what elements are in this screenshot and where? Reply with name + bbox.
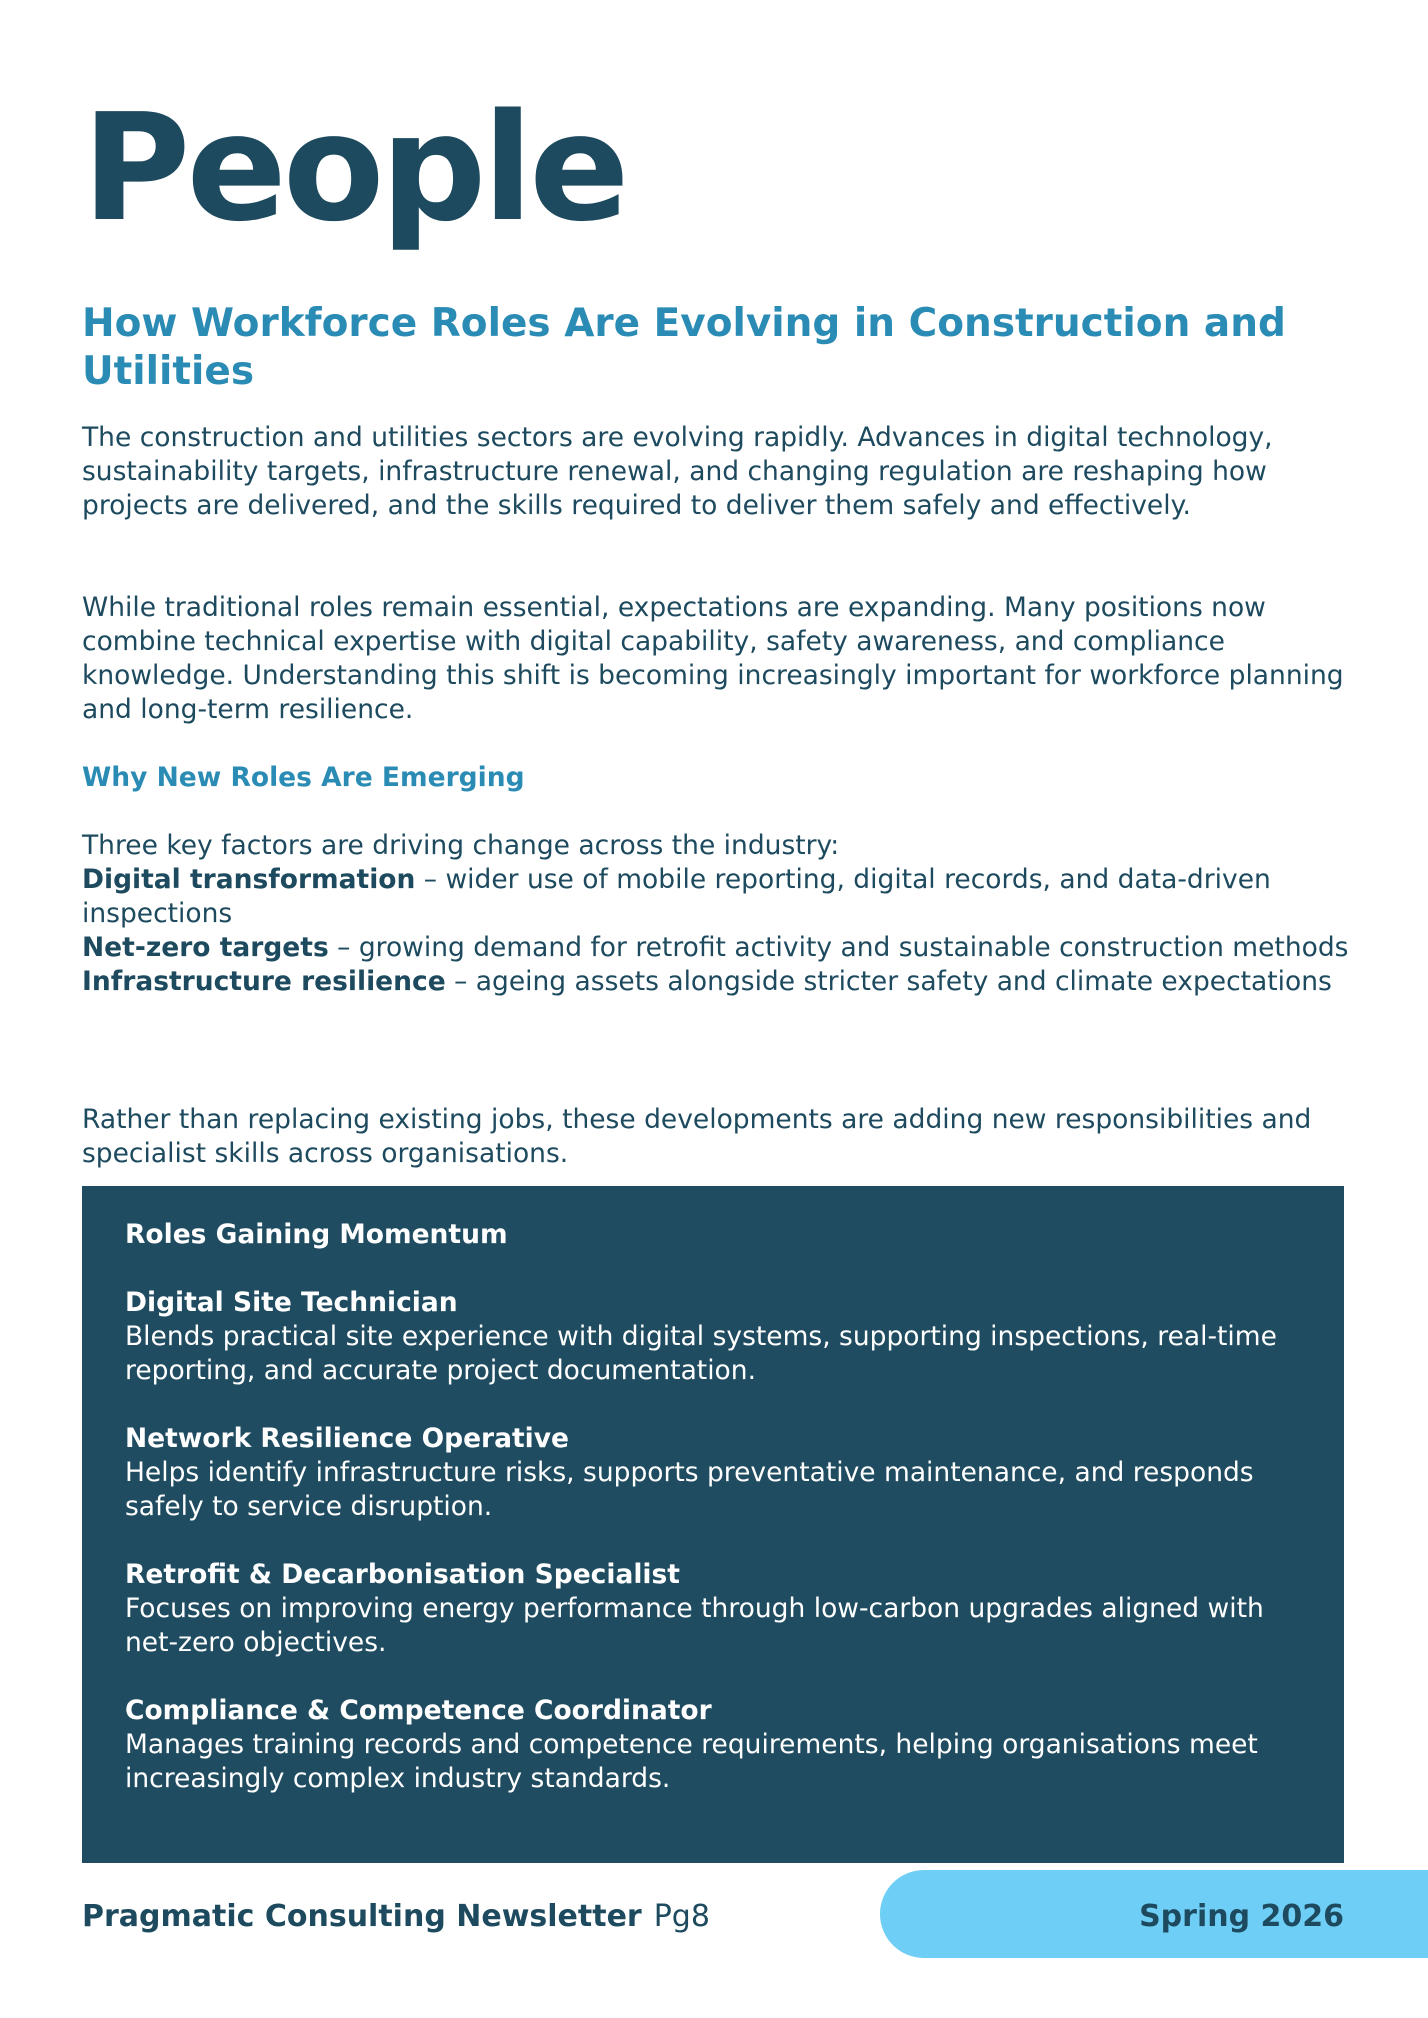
driver-text: – ageing assets alongside stricter safety and climate expectations <box>445 966 1332 997</box>
driver-item <box>82 863 1362 931</box>
driver-item <box>82 965 1362 999</box>
intro-paragraph: The construction and utilities sectors are evolving rapidly. Advances in digital technology, sustainability targets, infrastructure renewal, and changing regulation are reshaping how projects are delivered, and the skills required to deliver them safely and effectively. <box>82 422 1273 521</box>
roles-panel <box>82 1186 1344 1863</box>
driver-text: – growing demand for retrofit activity and sustainable construction methods <box>328 932 1349 963</box>
role-description: Manages training records and competence requirements, helping organisations meet increasingly complex industry standards. <box>125 1729 1258 1794</box>
role-entry <box>125 1286 1305 1388</box>
footer-publication <box>82 1897 710 1937</box>
closing-paragraph: Rather than replacing existing jobs, these developments are adding new responsibilities and specialist skills across organisations. <box>82 1104 1312 1169</box>
driver-term: Net-zero targets <box>82 932 329 963</box>
section-heading: Why New Roles Are Emerging <box>82 762 525 793</box>
role-entry <box>125 1422 1305 1524</box>
driver-term: Digital transformation <box>82 864 416 895</box>
role-title: Digital Site Technician <box>125 1287 458 1318</box>
role-title: Compliance & Competence Coordinator <box>125 1695 712 1726</box>
role-entry <box>125 1694 1305 1796</box>
article-subtitle: How Workforce Roles Are Evolving in Construction and Utilities <box>82 301 1286 394</box>
role-description: Focuses on improving energy performance through low-carbon upgrades aligned with net-zero objectives. <box>125 1593 1264 1658</box>
role-title: Retrofit & Decarbonisation Specialist <box>125 1559 680 1590</box>
drivers-list <box>82 829 1362 999</box>
driver-item <box>82 931 1362 965</box>
driver-text: – wider use of mobile reporting, digital records, and data-driven inspections <box>82 864 1271 929</box>
roles-heading: Roles Gaining Momentum <box>125 1219 508 1250</box>
roles-content <box>125 1218 1305 1830</box>
newsletter-name: Pragmatic Consulting Newsletter <box>82 1899 642 1934</box>
page-title: People <box>82 82 626 254</box>
role-entry <box>125 1558 1305 1660</box>
driver-term: Infrastructure resilience <box>82 966 446 997</box>
page-number: Pg8 <box>653 1899 710 1934</box>
intro-paragraph: While traditional roles remain essential, expectations are expanding. Many positions now combine technical expertise with digital capability, safety awareness, and compliance knowledge. Understanding this shift is becoming increasingly important for workforce planning and long-term resilience. <box>82 592 1344 725</box>
footer-season: Spring 2026 <box>1139 1899 1344 1934</box>
role-title: Network Resilience Operative <box>125 1423 569 1454</box>
drivers-lead: Three key factors are driving change across the industry: <box>82 830 840 861</box>
role-description: Helps identify infrastructure risks, supports preventative maintenance, and responds safely to service disruption. <box>125 1457 1254 1522</box>
role-description: Blends practical site experience with digital systems, supporting inspections, real-time reporting, and accurate project documentation. <box>125 1321 1277 1386</box>
